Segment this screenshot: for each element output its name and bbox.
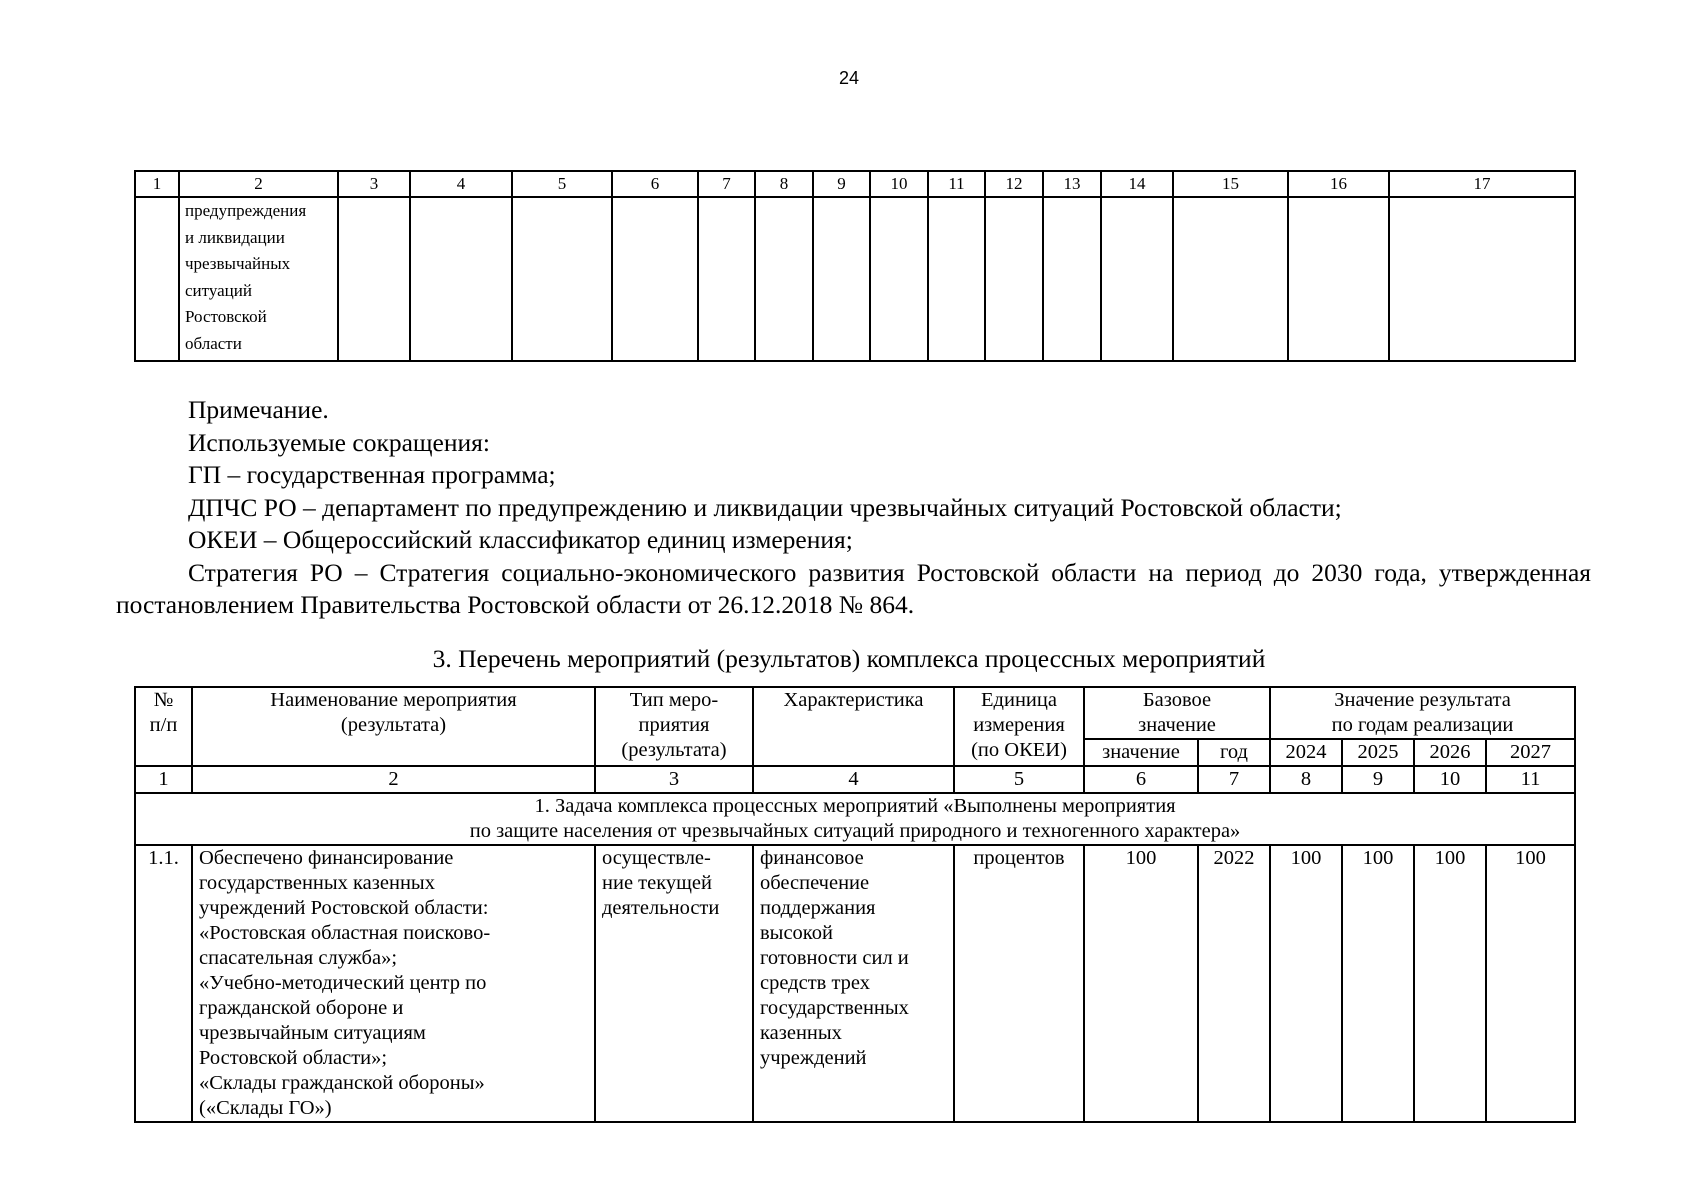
text-line: чрезвычайным ситуациям bbox=[199, 1022, 426, 1044]
table-cell bbox=[985, 197, 1043, 361]
table-cell bbox=[1288, 197, 1389, 361]
header-line: Базовое bbox=[1142, 689, 1212, 711]
column-number: 5 bbox=[512, 171, 612, 197]
table-cell bbox=[1101, 197, 1173, 361]
text-line: государственных bbox=[760, 997, 909, 1019]
text-line: Ростовской области»; bbox=[199, 1047, 388, 1069]
header-year: 2026 bbox=[1414, 739, 1486, 766]
text-line: Ростовской bbox=[185, 307, 267, 327]
header-base-year: год bbox=[1198, 739, 1270, 766]
column-number: 7 bbox=[698, 171, 755, 197]
abbreviation-item: ОКЕИ – Общероссийский классификатор единиц измерения; bbox=[188, 525, 853, 554]
header-unit bbox=[954, 687, 1084, 766]
header-name bbox=[192, 687, 595, 766]
column-number: 14 bbox=[1101, 171, 1173, 197]
column-number: 3 bbox=[595, 766, 753, 793]
text-line: («Склады ГО») bbox=[199, 1097, 332, 1119]
text-line: области bbox=[185, 333, 242, 353]
header-line: Характеристика bbox=[783, 689, 924, 711]
abbreviation-item: Стратегия РО – Стратегия социально-экономического развития Ростовской области на период до 2030 года, утвержденная постановлением Правительства Ростовской области от 26.12.2018 № 864. bbox=[116, 557, 1591, 619]
task-line: 1. Задача комплекса процессных мероприятий «Выполнены мероприятия bbox=[534, 795, 1176, 817]
table-cell bbox=[1043, 197, 1101, 361]
column-number: 1 bbox=[135, 171, 179, 197]
activity-name bbox=[192, 845, 595, 1122]
text-line: обеспечение bbox=[760, 872, 870, 894]
column-number: 1 bbox=[135, 766, 192, 793]
year-value: 100 bbox=[1414, 845, 1486, 1122]
table-cell bbox=[410, 197, 512, 361]
year-value: 100 bbox=[1270, 845, 1342, 1122]
continuation-row bbox=[135, 197, 1575, 361]
text-line: готовности сил и bbox=[760, 947, 909, 969]
table-cell bbox=[1173, 197, 1288, 361]
header-line: Наименование мероприятия bbox=[270, 689, 517, 711]
header-line: (результата) bbox=[621, 739, 727, 761]
text-line: гражданской обороне и bbox=[199, 997, 404, 1019]
column-number: 7 bbox=[1198, 766, 1270, 793]
table-cell bbox=[813, 197, 870, 361]
text-line: деятельности bbox=[602, 897, 720, 919]
task-line: по защите населения от чрезвычайных ситуаций природного и техногенного характера» bbox=[469, 820, 1241, 842]
text-line: «Ростовская областная поисково- bbox=[199, 922, 491, 944]
text-line: чрезвычайных bbox=[185, 254, 291, 274]
header-line: № bbox=[153, 689, 174, 711]
unit-of-measure: процентов bbox=[954, 845, 1084, 1122]
table-cell bbox=[135, 197, 179, 361]
header-year: 2025 bbox=[1342, 739, 1414, 766]
page-number: 24 bbox=[838, 68, 860, 88]
header-num bbox=[135, 687, 192, 766]
header-line: измерения bbox=[973, 714, 1065, 736]
text-line: «Учебно-методический центр по bbox=[199, 972, 487, 994]
notes-heading: Примечание. bbox=[188, 395, 329, 424]
text-line: финансовое bbox=[760, 847, 864, 869]
column-number: 9 bbox=[813, 171, 870, 197]
header-base-value: значение bbox=[1084, 739, 1198, 766]
header-characteristic bbox=[753, 687, 954, 766]
header-line: по годам реализации bbox=[1331, 714, 1514, 736]
text-line: средств трех bbox=[760, 972, 871, 994]
continuation-table bbox=[134, 170, 1576, 362]
header-year: 2027 bbox=[1486, 739, 1575, 766]
column-number: 4 bbox=[410, 171, 512, 197]
task-row bbox=[135, 793, 1575, 845]
header-type bbox=[595, 687, 753, 766]
header-line: Тип меро- bbox=[629, 689, 719, 711]
text-line: казенных bbox=[760, 1022, 842, 1044]
year-value: 100 bbox=[1486, 845, 1575, 1122]
text-line: и ликвидации bbox=[185, 227, 285, 247]
table-cell bbox=[870, 197, 928, 361]
text-line: ситуаций bbox=[185, 280, 252, 300]
header-result bbox=[1270, 687, 1575, 739]
column-number: 11 bbox=[1486, 766, 1575, 793]
column-number: 9 bbox=[1342, 766, 1414, 793]
abbreviations-intro: Используемые сокращения: bbox=[188, 427, 490, 457]
table-cell bbox=[755, 197, 813, 361]
text-line: учреждений bbox=[760, 1047, 867, 1069]
table-cell bbox=[928, 197, 985, 361]
section-title: 3. Перечень мероприятий (результатов) комплекса процессных мероприятий bbox=[432, 644, 1266, 673]
activity-type bbox=[595, 845, 753, 1122]
continuation-text-cell bbox=[179, 197, 338, 361]
column-number: 13 bbox=[1043, 171, 1101, 197]
column-number: 10 bbox=[870, 171, 928, 197]
header-line: п/п bbox=[149, 714, 178, 736]
abbreviation-item: ДПЧС РО – департамент по предупреждению и ликвидации чрезвычайных ситуаций Ростовской области; bbox=[188, 492, 1342, 522]
header-line: значение bbox=[1138, 714, 1216, 736]
header-line: (по ОКЕИ) bbox=[971, 739, 1067, 761]
header-year: 2024 bbox=[1270, 739, 1342, 766]
table-cell bbox=[612, 197, 698, 361]
header-line: приятия bbox=[638, 714, 710, 736]
text-line: осуществле- bbox=[602, 847, 711, 869]
activity-characteristic bbox=[753, 845, 954, 1122]
text-line: спасательная служба»; bbox=[199, 947, 398, 969]
column-number: 16 bbox=[1288, 171, 1389, 197]
column-number: 4 bbox=[753, 766, 954, 793]
table-cell bbox=[698, 197, 755, 361]
text-line: предупреждения bbox=[185, 201, 307, 220]
table-cell bbox=[1389, 197, 1575, 361]
column-number: 12 bbox=[985, 171, 1043, 197]
column-number: 15 bbox=[1173, 171, 1288, 197]
column-number: 11 bbox=[928, 171, 985, 197]
text-line: «Склады гражданской обороны» bbox=[199, 1072, 485, 1094]
table-row bbox=[135, 845, 1575, 1122]
text-line: учреждений Ростовской области: bbox=[199, 897, 489, 919]
text-line: ние текущей bbox=[602, 872, 712, 894]
row-number: 1.1. bbox=[135, 845, 192, 1122]
abbreviation-item: ГП – государственная программа; bbox=[188, 460, 556, 489]
header-base bbox=[1084, 687, 1270, 739]
column-number: 5 bbox=[954, 766, 1084, 793]
column-number: 8 bbox=[1270, 766, 1342, 793]
table-cell bbox=[338, 197, 410, 361]
base-year: 2022 bbox=[1198, 845, 1270, 1122]
header-line: Значение результата bbox=[1334, 689, 1511, 711]
column-number: 8 bbox=[755, 171, 813, 197]
column-number-row bbox=[135, 171, 1575, 197]
header-line: Единица bbox=[981, 689, 1057, 711]
column-number: 6 bbox=[612, 171, 698, 197]
notes-block bbox=[116, 394, 1591, 622]
column-number: 6 bbox=[1084, 766, 1198, 793]
text-line: Обеспечено финансирование bbox=[199, 847, 454, 869]
year-value: 100 bbox=[1342, 845, 1414, 1122]
table-cell bbox=[512, 197, 612, 361]
base-value: 100 bbox=[1084, 845, 1198, 1122]
task-cell bbox=[135, 793, 1575, 845]
column-number: 17 bbox=[1389, 171, 1575, 197]
text-line: государственных казенных bbox=[199, 872, 435, 894]
column-number: 2 bbox=[179, 171, 338, 197]
text-line: высокой bbox=[760, 922, 833, 944]
column-number: 10 bbox=[1414, 766, 1486, 793]
text-line: поддержания bbox=[760, 897, 876, 919]
activities-table bbox=[134, 686, 1576, 1123]
column-number-row bbox=[135, 766, 1575, 793]
header-line: (результата) bbox=[340, 714, 447, 736]
column-number: 2 bbox=[192, 766, 595, 793]
header-row bbox=[135, 687, 1575, 739]
column-number: 3 bbox=[338, 171, 410, 197]
